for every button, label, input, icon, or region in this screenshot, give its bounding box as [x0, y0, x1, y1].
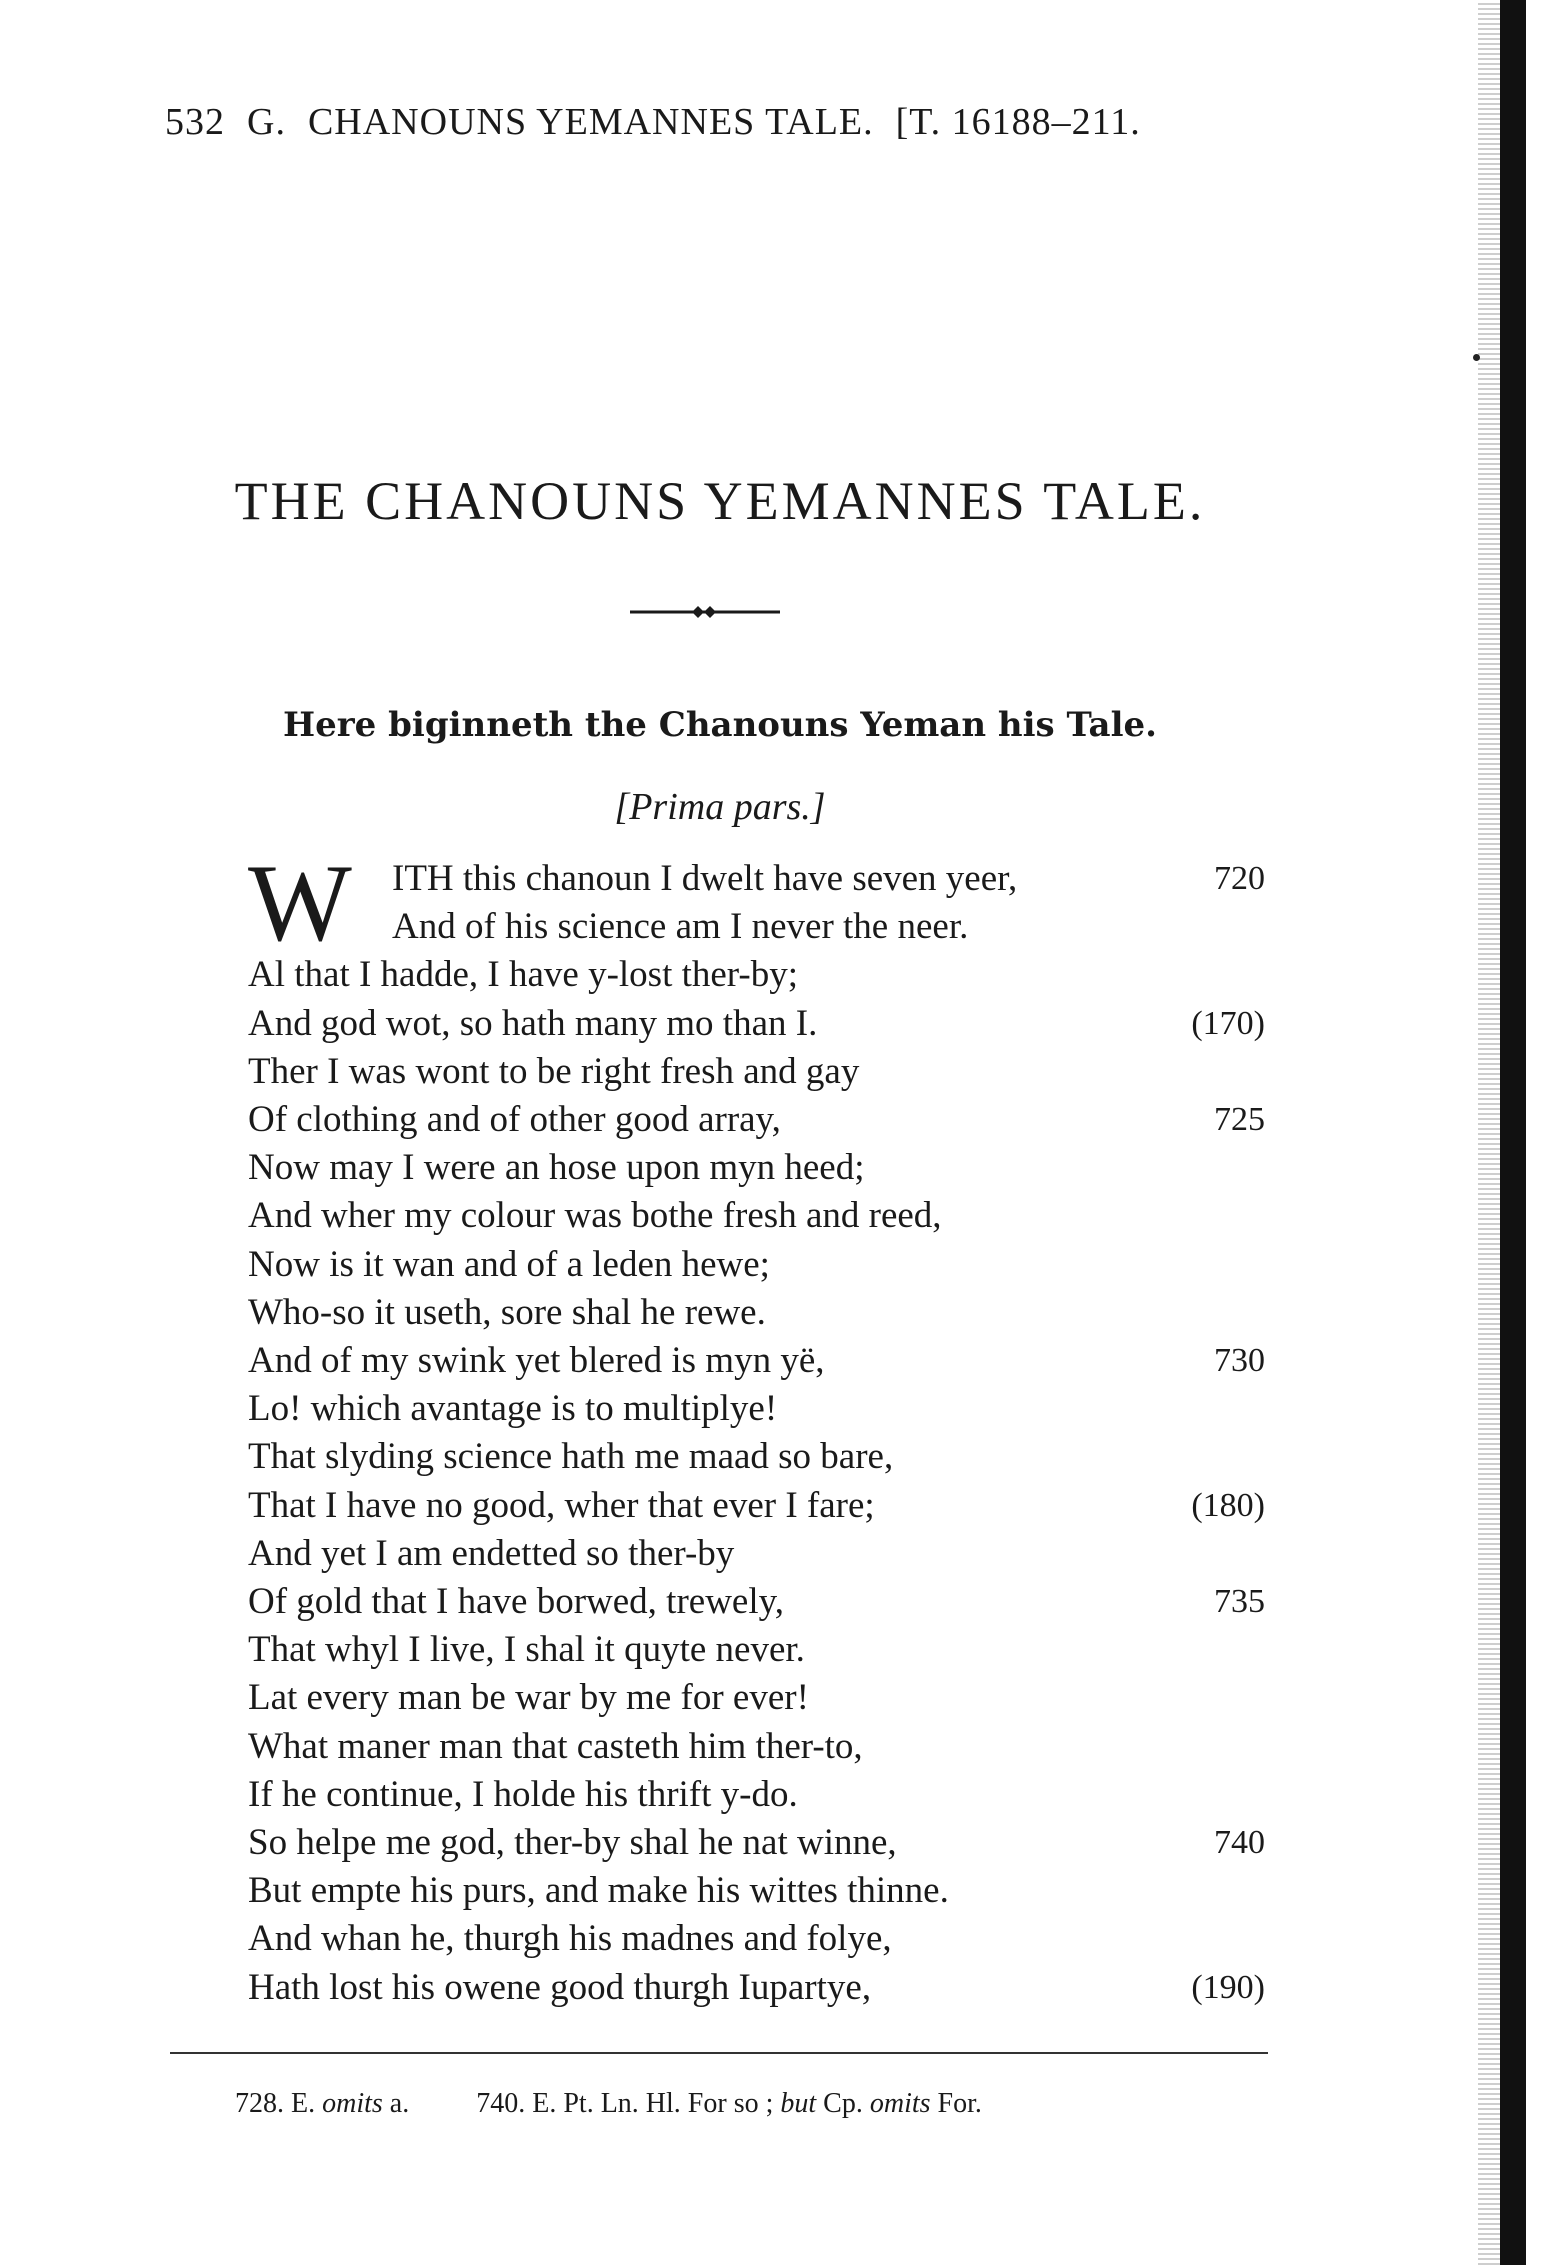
footnote: 728. E. omits a. [235, 2088, 410, 2119]
running-head [165, 100, 1163, 144]
verse-line: Hath lost his owene good thurgh Iupartye, [248, 1966, 872, 2008]
verse-line: Of gold that I have borwed, trewely, [248, 1581, 784, 1622]
verse-line: Lat every man be war by me for ever! [248, 1677, 809, 1719]
verse-line: ITH this chanoun I dwelt have seven yeer, [392, 858, 1018, 899]
verse-line: And of my swink yet blered is myn yë, [248, 1340, 825, 1381]
ink-speck [1473, 354, 1480, 361]
drop-cap: W [248, 842, 352, 964]
line-number: 740 [1214, 1824, 1265, 1861]
verse-line: Of clothing and of other good array, [248, 1099, 781, 1140]
verse-line: That whyl I live, I shal it quyte never. [248, 1629, 805, 1671]
footnote-rule [170, 2052, 1268, 2054]
line-number: 735 [1214, 1583, 1265, 1620]
verse-line: That slyding science hath me maad so bare, [248, 1436, 894, 1478]
verse-line: Lo! which avantage is to multiplye! [248, 1388, 778, 1430]
verse-line: That I have no good, wher that ever I fare; [248, 1484, 875, 1526]
line-reference: [T. 16188–211. [895, 101, 1141, 143]
footnotes [235, 2088, 1042, 2120]
tale-heading: Here biginneth the Chanouns Yeman his Tale. [283, 705, 1157, 745]
line-number: 725 [1214, 1101, 1265, 1138]
verse-line: And wher my colour was bothe fresh and reed, [248, 1195, 942, 1237]
verse-line: Now is it wan and of a leden hewe; [248, 1243, 770, 1285]
verse-line: And god wot, so hath many mo than I. [248, 1002, 818, 1044]
ornament-divider [630, 605, 780, 619]
verse-line: So helpe me god, ther-by shal he nat winne, [248, 1822, 897, 1863]
line-number: (180) [1191, 1486, 1265, 1524]
verse-line: Al that I hadde, I have y-lost ther-by; [248, 954, 798, 996]
section-label: [Prima pars.] [614, 786, 826, 828]
running-title: CHANOUNS YEMANNES TALE. [307, 101, 874, 143]
page-title: THE CHANOUNS YEMANNES TALE. [234, 471, 1206, 531]
verse-line: But empte his purs, and make his wittes thinne. [248, 1870, 949, 1912]
line-number: 720 [1214, 860, 1265, 897]
line-number: (170) [1191, 1004, 1265, 1042]
page-edge [1500, 0, 1526, 2265]
group-letter: G. [247, 101, 286, 143]
verse-line: Now may I were an hose upon myn heed; [248, 1147, 865, 1189]
page-edge-texture [1478, 0, 1500, 2265]
verse-line: And of his science am I never the neer. [392, 906, 969, 948]
footnote: 740. E. Pt. Ln. Hl. For so ; but Cp. omits For. [476, 2088, 982, 2119]
line-number: 730 [1214, 1342, 1265, 1379]
verse-line: What maner man that casteth him ther-to, [248, 1725, 863, 1767]
verse-line: And whan he, thurgh his madnes and folye, [248, 1918, 892, 1960]
verse-line: Ther I was wont to be right fresh and gay [248, 1050, 860, 1092]
page-number: 532 [165, 101, 225, 143]
verse-line: Who-so it useth, sore shal he rewe. [248, 1291, 766, 1333]
verse-line: And yet I am endetted so ther-by [248, 1532, 735, 1574]
line-number: (190) [1191, 1968, 1265, 2006]
verse-line: If he continue, I holde his thrift y-do. [248, 1773, 798, 1815]
